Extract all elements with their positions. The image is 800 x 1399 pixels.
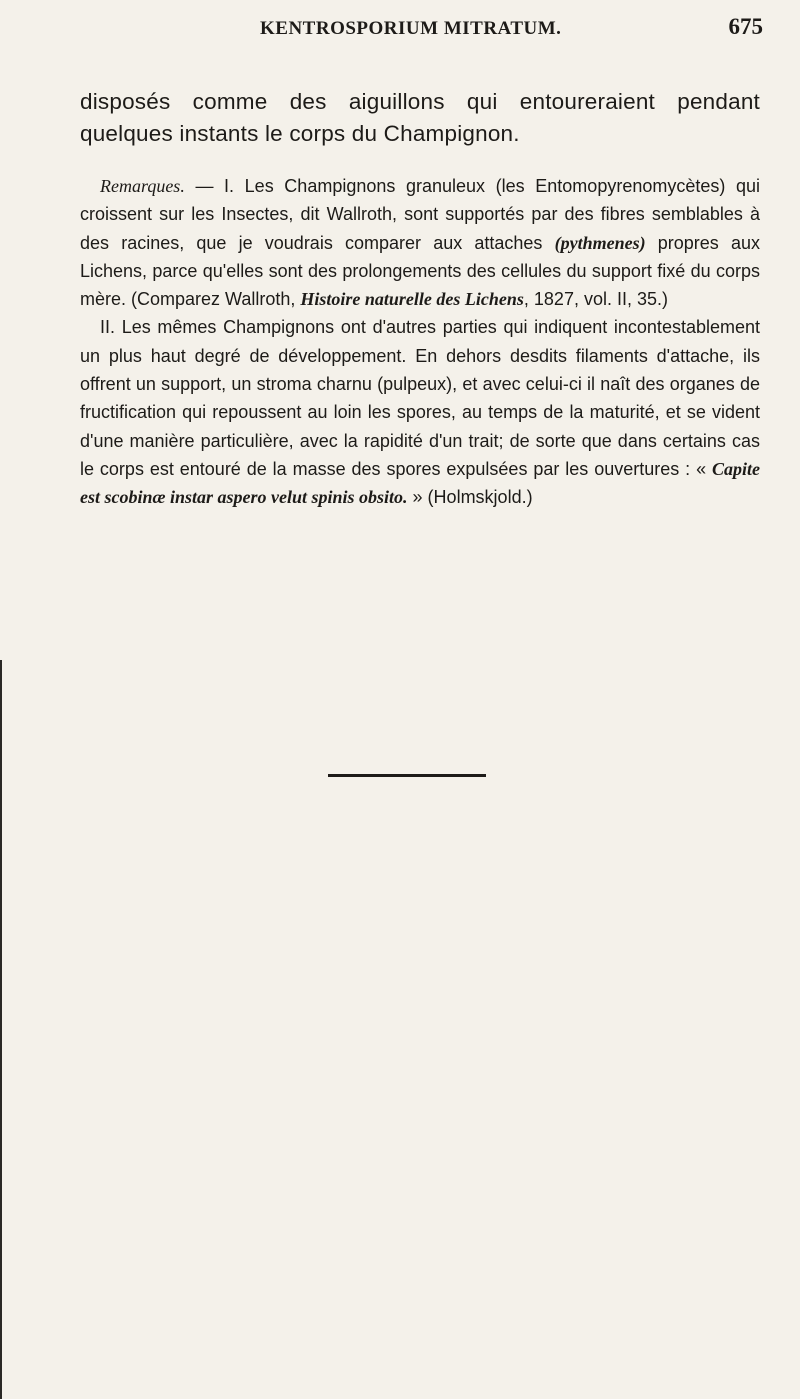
page-number: 675 xyxy=(728,14,763,39)
remark-one-text-a: — I. Les Champignons granuleux (les Entomopyrenomycètes) qui croissent sur les Insectes, dit Wallroth, sont supportés par des fibres semblables à des racines, que je voudrais comparer aux attaches xyxy=(80,176,760,253)
remark-one xyxy=(80,172,760,313)
remark-one-text-c: , 1827, vol. II, 35.) xyxy=(523,289,668,310)
remark-two-italic-a: Capite est scobinæ instar aspero velut spinis obsito. xyxy=(80,458,760,508)
remark-one-italic-a: (pythmenes) xyxy=(554,232,646,253)
remark-two xyxy=(80,313,760,511)
remarks-label: Remarques. xyxy=(100,176,185,196)
opening-paragraph: disposés comme des aiguillons qui entoureraient pendant quelques instants le corps du Champignon. xyxy=(80,89,760,146)
remark-one-italic-b: Histoire naturelle des Lichens xyxy=(300,289,524,310)
remark-two-text-a: II. Les mêmes Champignons ont d'autres parties qui indiquent incontestablement un plus haut degré de développement. En dehors desdits filaments d'attache, ils offrent un support, un stroma charnu (pulpeux), et avec celui-ci il naît des organes de fructification qui repoussent au loin les spores, au temps de la maturité, et se vident d'une manière particulière, avec la rapidité d'un trait; de sorte que dans certains cas le corps est entouré de la masse des spores expulsées par les ouvertures : « xyxy=(80,317,760,479)
running-title: KENTROSPORIUM MITRATUM. xyxy=(260,18,562,39)
page-header xyxy=(60,14,763,42)
remarks-section xyxy=(80,172,760,512)
remark-two-text-b: » (Holmskjold.) xyxy=(407,487,533,508)
scan-edge-line xyxy=(0,660,2,1399)
section-divider-rule xyxy=(328,774,486,777)
remark-one-text-b: propres aux Lichens, parce qu'elles sont des prolongements des cellules du support fixé du corps mère. (Comparez Wallroth, xyxy=(80,232,760,310)
